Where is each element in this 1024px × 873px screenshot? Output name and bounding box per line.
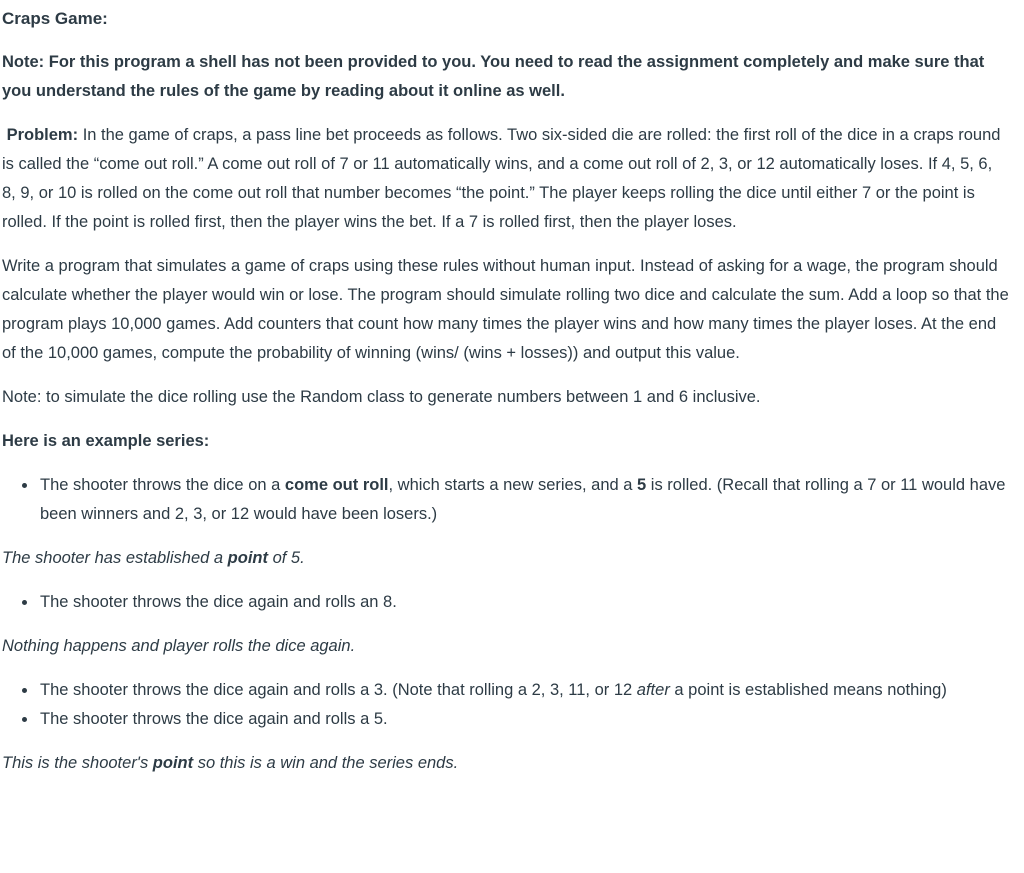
after-word: after bbox=[636, 681, 670, 699]
page-title: Craps Game: bbox=[2, 9, 108, 28]
point-established-post: of 5. bbox=[267, 549, 305, 567]
task-paragraph: Write a program that simulates a game of craps using these rules without human input. Instead of asking for a wage, the program should calculate whether the player would win or lose. The program should simulate rolling two dice and calculate the sum. Add a loop so that the program plays 10,000 games. Add counters that count how many times the player wins and how many times the player loses. At the end of the 10,000 games, compute the probability of winning (wins/ (wins + losses)) and output this value. bbox=[2, 257, 1009, 362]
bullet-rolls-5: • The shooter throws the dice again and rolls a 5. bbox=[38, 705, 1010, 734]
bullet-rolls-8: • The shooter throws the dice again and rolls an 8. bbox=[38, 588, 1010, 617]
bullet-come-out-pre: The shooter throws the dice on a bbox=[40, 476, 285, 494]
point-word: point bbox=[227, 549, 268, 567]
bullet-rolls-3-pre: The shooter throws the dice again and rolls a 3. (Note that rolling a 2, 3, 11, or 12 bbox=[40, 681, 637, 699]
roll-value: 5 bbox=[637, 476, 647, 494]
random-note-paragraph: Note: to simulate the dice rolling use the Random class to generate numbers between 1 and 6 inclusive. bbox=[2, 388, 761, 406]
conclusion-post: so this is a win and the series ends. bbox=[193, 754, 459, 772]
bullet-rolls-3-post: a point is established means nothing) bbox=[669, 681, 947, 699]
shell-note-paragraph: Note: For this program a shell has not been provided to you. You need to read the assignment completely and make sure that you understand the rules of the game by reading about it online as well. bbox=[2, 53, 985, 100]
example-bullet-list-1 bbox=[2, 471, 1010, 529]
bullet-come-out-roll bbox=[38, 471, 1010, 529]
nothing-happens-note: Nothing happens and player rolls the dice again. bbox=[2, 637, 356, 655]
example-series-heading: Here is an example series: bbox=[2, 432, 210, 450]
bullet-rolls-3 bbox=[38, 676, 1010, 705]
example-bullet-list-2 bbox=[2, 588, 1010, 617]
problem-label: Problem: bbox=[2, 126, 79, 144]
conclusion-pre: This is the shooter's bbox=[2, 754, 153, 772]
conclusion-point-word: point bbox=[152, 754, 194, 772]
point-established-pre: The shooter has established a bbox=[2, 549, 228, 567]
come-out-roll-term: come out roll bbox=[284, 476, 389, 494]
problem-text: In the game of craps, a pass line bet proceeds as follows. Two six-sided die are rolled: the first roll of the dice in a craps round is called the “come out roll.” A come out roll of 7 or 11 automatically wins, and a come out roll of 2, 3, or 12 automatically loses. If 4, 5, 6, 8, 9, or 10 is rolled on the come out roll that number becomes “the point.” The player keeps rolling the dice until either 7 or the point is rolled. If the point is rolled first, then the player wins the bet. If a 7 is rolled first, then the player loses. bbox=[2, 126, 1001, 231]
problem-paragraph bbox=[2, 121, 1010, 237]
example-bullet-list-3 bbox=[2, 676, 1010, 734]
bullet-come-out-mid: , which starts a new series, and a bbox=[388, 476, 638, 494]
point-established-note bbox=[2, 544, 1010, 573]
bullet-come-out-post: is rolled. (Recall that rolling a 7 or 11 would have been winners and 2, 3, or 12 would have been losers.) bbox=[40, 476, 1006, 523]
conclusion-note bbox=[2, 749, 1010, 778]
